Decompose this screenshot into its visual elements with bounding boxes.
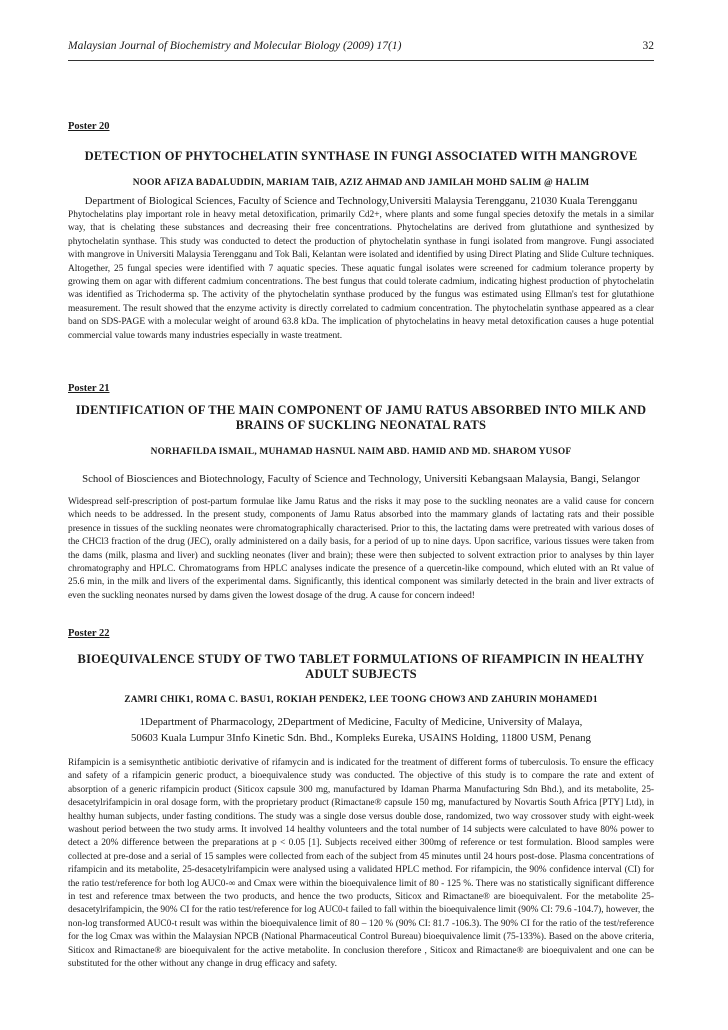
poster-authors: NORHAFILDA ISMAIL, MUHAMAD HASNUL NAIM ABD. HAMID AND MD. SHAROM YUSOF: [150, 447, 572, 457]
poster-label: Poster 21: [68, 383, 110, 394]
poster-abstract: Phytochelatins play important role in heavy metal detoxification, primarily Cd2+, where plants and some fungal species detoxify the metals in a similar way, that is chelating these substances and decreasing their free concentrations. Phytochelatins are derived from glutathione and synthesized by phytochelatin synthase. This study was conducted to detect the production of phytochelatin synthase in fungi isolated from mangrove. Fungi associated with mangrove in Universiti Malaysia Terengganu and Tok Bali, Kelantan were isolated and identified by using Direct Plating and Slide Culture techniques. Altogether, 25 fungal species were identified with 7 aquatic species. These aquatic fungal isolates were screened for cadmium tolerance property by growing them on agar with different cadmium concentrations. The best fungus that could tolerate cadmium, indicating highest production of phytochelatin was identified as Trichoderma sp. The activity of the phytochelatin synthase produced by the fungus was estimated using Ellman's test for glutathione measurement. The result showed that the enzyme activity is directly correlated to cadmium concentration. The phytochelatin synthase appeared as a clear band on SDS-PAGE with a molecular weight of around 63.8 kDa. The implication of phytochelatins in heavy metal detoxification causes a huge potential commercial value towards many industries especially in waste treatment.: [68, 210, 654, 341]
poster-label: Poster 22: [68, 628, 110, 639]
journal-title: Malaysian Journal of Biochemistry and Molecular Biology (2009) 17(1): [68, 40, 402, 52]
poster-affiliation: School of Biosciences and Biotechnology, Faculty of Science and Technology, Universiti Kebangsaan Malaysia, Bangi, Selangor: [82, 473, 640, 485]
poster-abstract: Widespread self-prescription of post-partum formulae like Jamu Ratus and the risks it may pose to the suckling neonates are a valid cause for concern which needs to be addressed. In the present study, components of Jamu Ratus absorbed into the mammary glands of lactating rats and their possible presence in tissues of the suckling neonates were chromatographically characterised. Prior to this, the lactating dams were pretreated with various doses of the CHCl3 fraction of the drug (JEC), orally administered on a daily basis, for a period of up to nine days. Upon sacrifice, various tissues were taken from the dams (milk, plasma and liver) and suckling neonates (liver and brain); these were then subjected to solvent extraction prior to analyses by thin layer chromatography and HPLC. Chromatograms from HPLC analyses indicate the presence of a quercetin-like compound, which eluted with an Rt value of 25.6 min, in the milk and livers of the experimental dams. Significantly, this identical component was similarly detected in the brain and liver extracts of even the suckling neonates nursed by dams given the lowest dosage of the drug. A cause for concern indeed!: [68, 497, 654, 601]
poster-title: DETECTION OF PHYTOCHELATIN SYNTHASE IN FUNGI ASSOCIATED WITH MANGROVE: [84, 149, 638, 163]
poster-affiliation-line-2: 50603 Kuala Lumpur 3Info Kinetic Sdn. Bhd., Kompleks Eureka, USAINS Holding, 11800 USM, Penang: [131, 732, 591, 744]
poster-title: BIOEQUIVALENCE STUDY OF TWO TABLET FORMULATIONS OF RIFAMPICIN IN HEALTHY ADULT SUBJECTS: [77, 652, 645, 681]
running-header: [68, 40, 654, 52]
header-rule: [68, 60, 654, 61]
poster-authors: ZAMRI CHIK1, ROMA C. BASU1, ROKIAH PENDEK2, LEE TOONG CHOW3 AND ZAHURIN MOHAMED1: [124, 695, 598, 705]
poster-abstract: Rifampicin is a semisynthetic antibiotic derivative of rifamycin and is indicated for the treatment of different forms of tuberculosis. To ensure the efficacy and safety of a rifampicin generic product, a bioequivalence study was conducted. The objective of this study is to compare the rate and extent of absorption of a generic rifampicin product (Siticox capsule 300 mg, manufactured by Idaman Pharma Manufacturing Sdn Bhd.), and its metabolite, 25-desacetylrifampicin in oral dosage form, with the proprietary product (Rimactane® capsule 150 mg, manufactured by Novartis South Africa [PTY] Ltd), in healthy human subjects, under fasting conditions. The study was a single dose versus double dose, randomized, two way crossover study with eight-week washout period between the two study arms. It involved 14 healthy volunteers and the total number of 14 subjects were calculated to have 80% power to detect a 20% difference between the preparations at p < 0.05 [1]. Subjects received either 300mg of reference or test formulation. Blood samples were collected at pre-dose and a serial of 15 samples were collected from each of the subject from 45 minutes until 24 hours post-dose. Plasma concentrations of rifampicin and its metabolite, 25-desacetylrifampicin were analysed using a validated HPLC method. For rifampicin, the 90% confidence interval (CI) for the ratio test/reference for both log AUC0-∞ and Cmax were within the bioequivalence limit of 80 - 125 %. There was no statistically significant difference in test and reference tmax between the two products, and hence the two products, Siticox and Rimactane® are bioequivalent. For the metabolite 25-desacetylrifampicin, the 90% CI for the ratio test/reference for log AUC0-t failed to fall within the bioequivalence limit (90% CI: 79.6 -104.7), however, the non-log transformed AUC0-t result was within the bioequivalence limit of 80 – 120 % (90% CI: 81.7 -106.3). The 90% CI for the ratio of the test/reference for the log Cmax was within the Malaysian NPCB (National Pharmaceutical Control Bureau) bioequivalence limit (75-133%). Based on the above criteria, Siticox and Rimactane® are bioequivalent for the active metabolite. In conclusion therefore , Siticox and Rimactane® are bioequivalent and one can be substituted for the other without any change in drug efficacy and safety.: [68, 758, 654, 970]
poster-affiliation-line-1: 1Department of Pharmacology, 2Department of Medicine, Faculty of Medicine, University of Malaya,: [139, 716, 583, 728]
page-number: 32: [642, 40, 654, 52]
poster-title: IDENTIFICATION OF THE MAIN COMPONENT OF JAMU RATUS ABSORBED INTO MILK AND BRAINS OF SUCKLING NEONATAL RATS: [75, 403, 647, 432]
poster-label: Poster 20: [68, 121, 110, 132]
poster-affiliation: Department of Biological Sciences, Faculty of Science and Technology,Universiti Malaysia Terengganu, 21030 Kuala Terengganu: [84, 196, 638, 207]
poster-authors: NOOR AFIZA BADALUDDIN, MARIAM TAIB, AZIZ AHMAD AND JAMILAH MOHD SALIM @ HALIM: [132, 178, 590, 188]
